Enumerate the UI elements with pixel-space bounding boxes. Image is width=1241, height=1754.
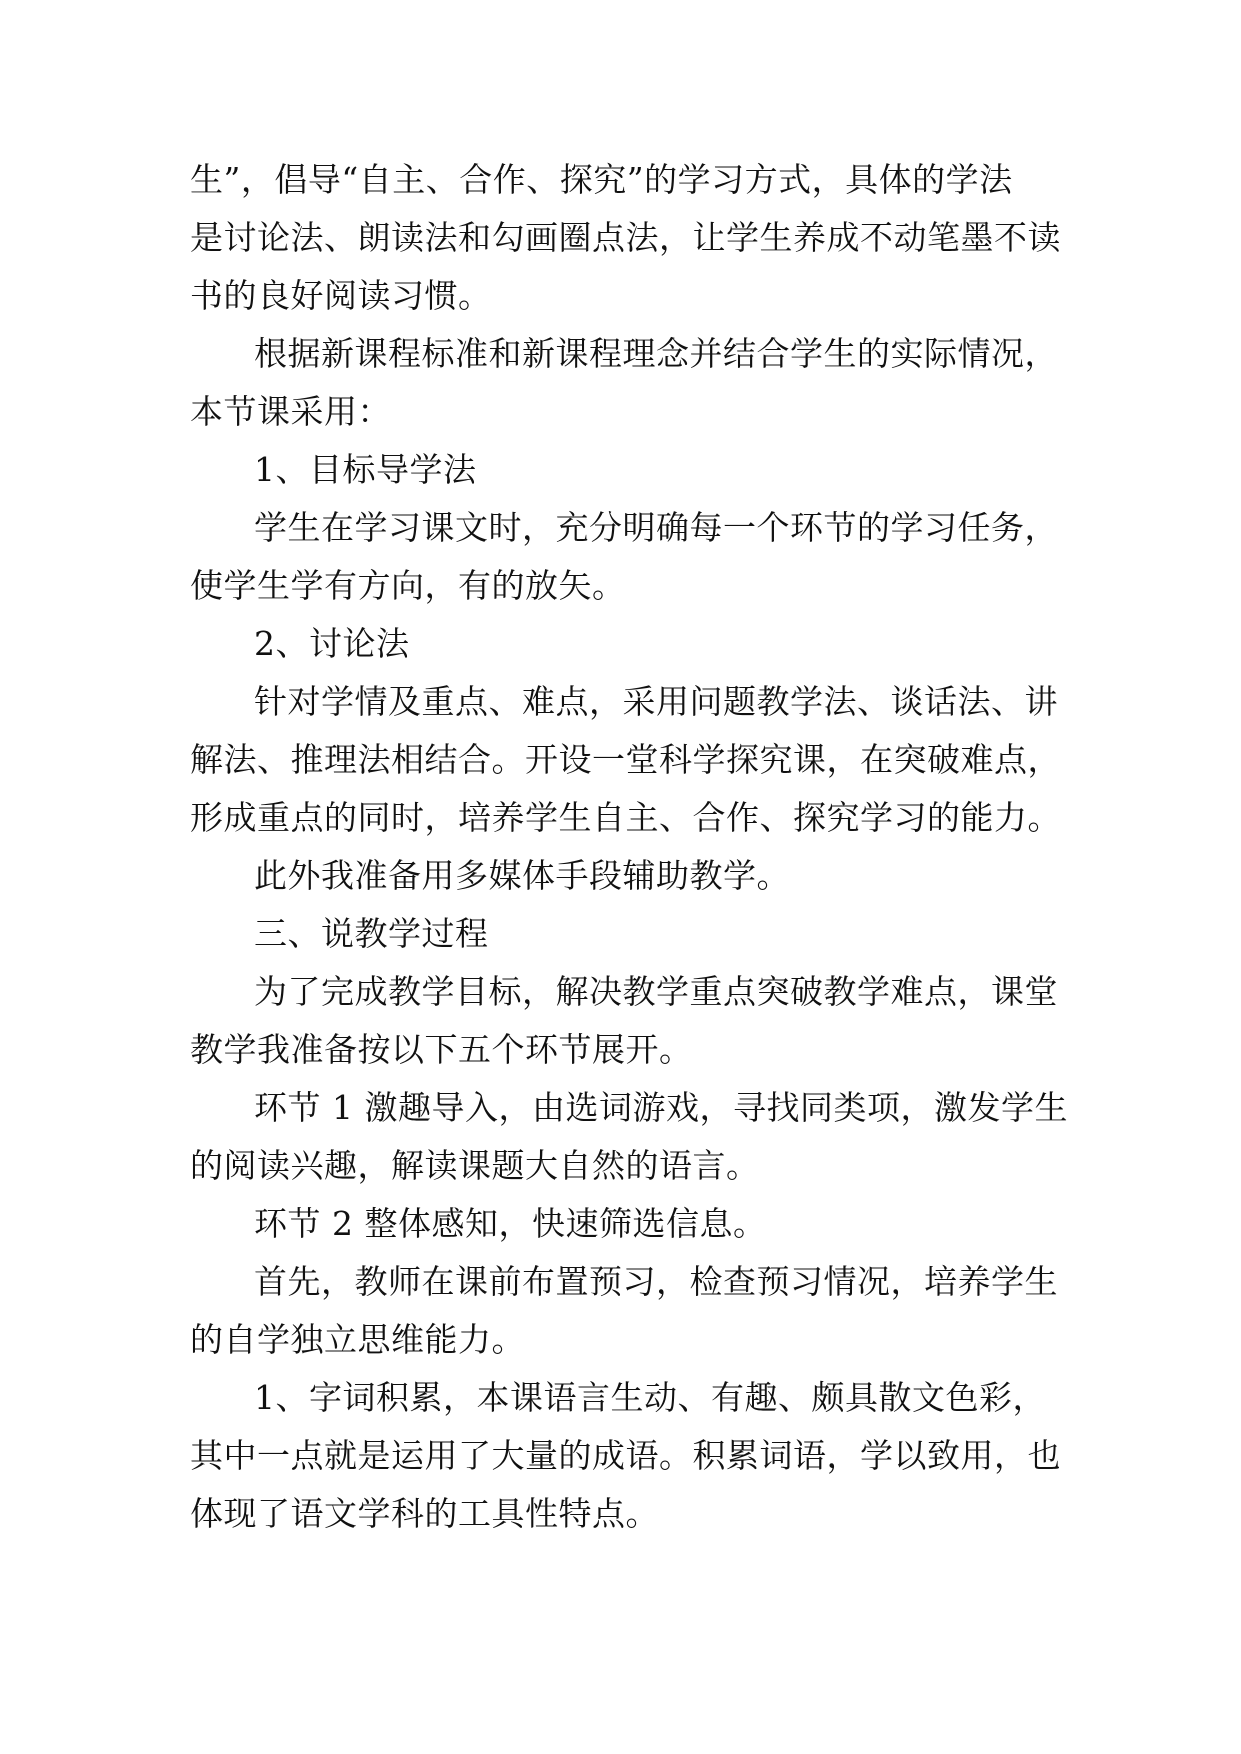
text-line: 是讨论法、朗读法和勾画圈点法，让学生养成不动笔墨不读	[190, 218, 1061, 257]
text-line: 环节 2 整体感知，快速筛选信息。	[254, 1204, 767, 1243]
text-line: 首先，教师在课前布置预习，检查预习情况，培养学生	[254, 1262, 1058, 1301]
text-line: 根据新课程标准和新课程理念并结合学生的实际情况，	[254, 334, 1058, 373]
text-line: 生”，倡导“自主、合作、探究”的学习方式，具体的学法	[190, 160, 1013, 199]
text-line: 解法、推理法相结合。开设一堂科学探究课，在突破难点，	[190, 740, 1061, 779]
text-line: 使学生学有方向，有的放矢。	[190, 566, 626, 605]
text-line: 体现了语文学科的工具性特点。	[190, 1494, 659, 1533]
text-line: 的自学独立思维能力。	[190, 1320, 525, 1359]
text-line: 为了完成教学目标，解决教学重点突破教学难点，课堂	[254, 972, 1058, 1011]
section-heading: 三、说教学过程	[254, 914, 489, 953]
text-line: 其中一点就是运用了大量的成语。积累词语，学以致用，也	[190, 1436, 1061, 1475]
text-line: 1、字词积累，本课语言生动、有趣、颇具散文色彩，	[254, 1378, 1046, 1417]
text-line: 教学我准备按以下五个环节展开。	[190, 1030, 693, 1069]
text-line: 形成重点的同时，培养学生自主、合作、探究学习的能力。	[190, 798, 1061, 837]
text-line: 此外我准备用多媒体手段辅助教学。	[254, 856, 790, 895]
text-line: 本节课采用：	[190, 392, 391, 431]
text-line: 学生在学习课文时，充分明确每一个环节的学习任务，	[254, 508, 1058, 547]
section-heading: 1、目标导学法	[254, 450, 477, 489]
section-heading: 2、讨论法	[254, 624, 410, 663]
text-line: 环节 1 激趣导入，由选词游戏，寻找同类项，激发学生	[254, 1088, 1068, 1127]
text-line: 的阅读兴趣，解读课题大自然的语言。	[190, 1146, 760, 1185]
text-line: 针对学情及重点、难点，采用问题教学法、谈话法、讲	[254, 682, 1058, 721]
text-line: 书的良好阅读习惯。	[190, 276, 492, 315]
